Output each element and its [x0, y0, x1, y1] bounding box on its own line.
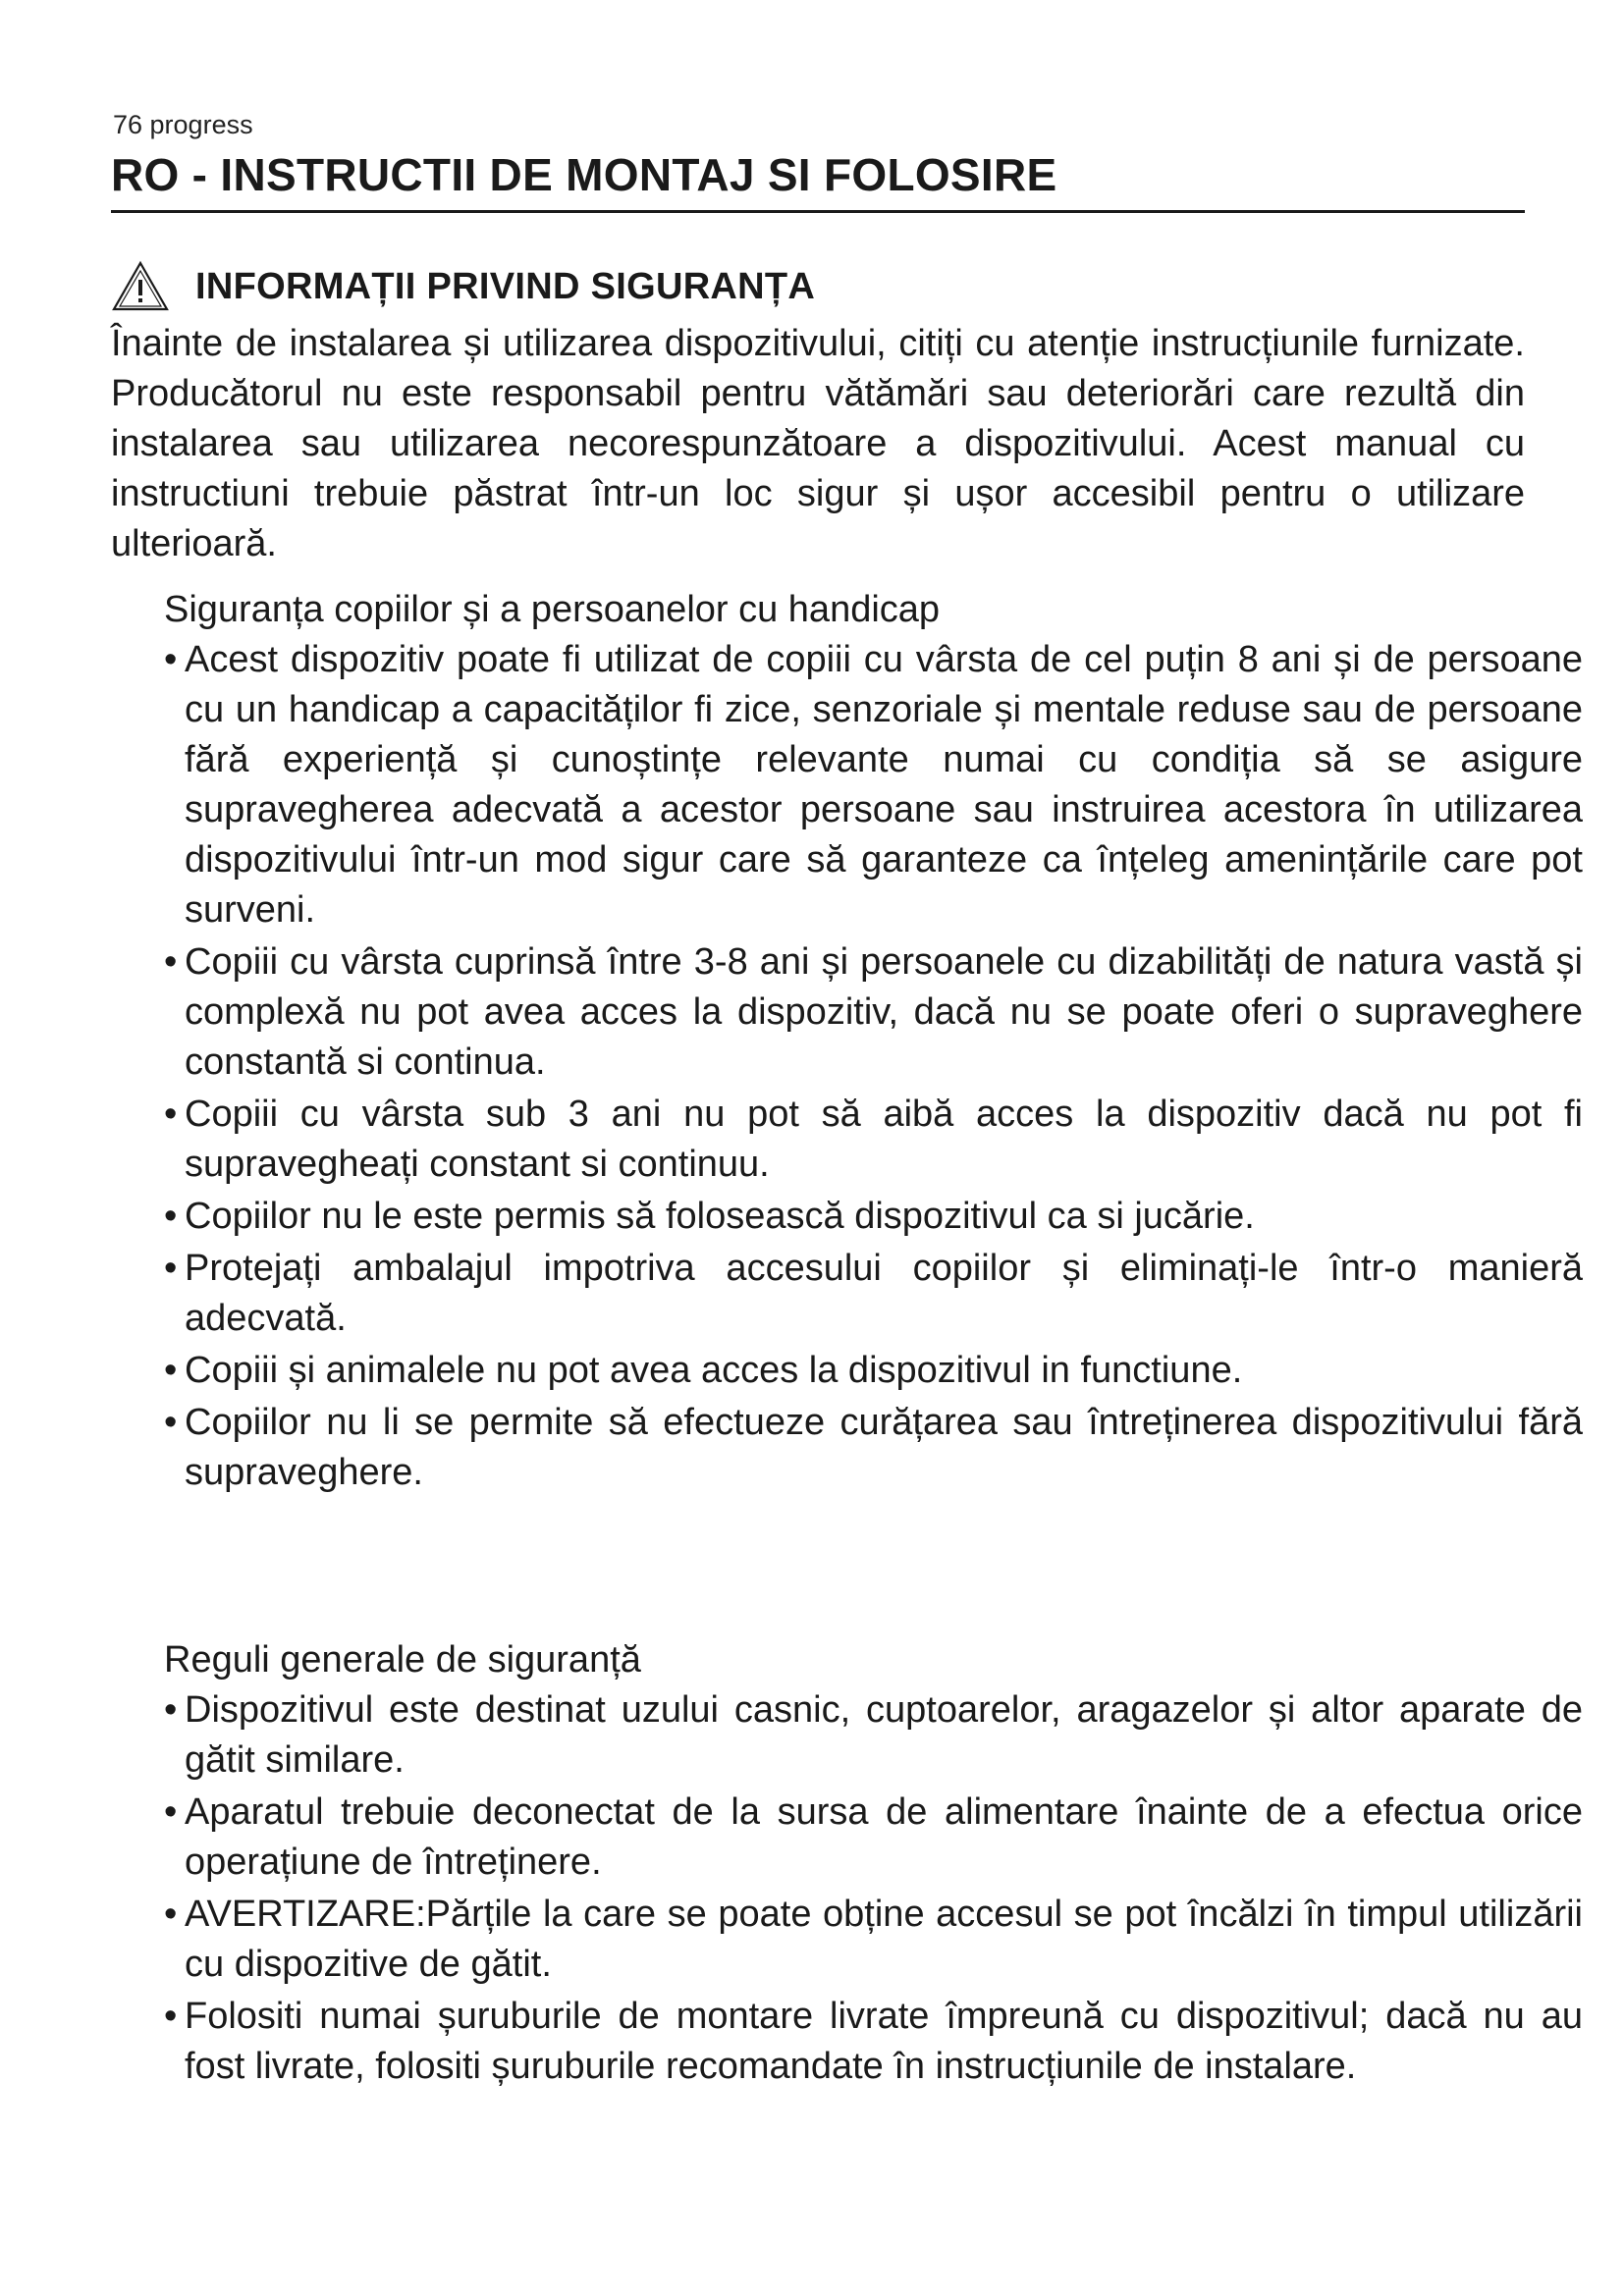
bullet-marker: • — [164, 1094, 178, 1135]
list-item: • Acest dispozitiv poate fi utilizat de copiii cu vârsta de cel puțin 8 ani și de persoane cu un handicap a capacităților fi zice, senzoriale și mentale reduse sau de persoane fără experiență și cunoștințe relevante numai cu condiția să se asigure supravegherea adecvată a acestor persoane sau instruirea acestora în utilizarea dispozitivului într-un mod sigur care să garanteze ca înțeleg amenințările care pot surveni. — [164, 635, 1583, 935]
safety-section-heading — [111, 257, 815, 316]
title-underline-divider — [111, 210, 1525, 213]
list-item: • Aparatul trebuie deconectat de la sursa de alimentare înainte de a efectua orice operațiune de întreținere. — [164, 1788, 1583, 1888]
bullet-marker: • — [164, 1350, 178, 1391]
bullet-marker: • — [164, 639, 178, 680]
bullet-marker: • — [164, 1402, 178, 1443]
bullet-marker: • — [164, 1996, 178, 2037]
bullet-marker: • — [164, 1791, 178, 1833]
children-safety-heading: Siguranța copiilor și a persoanelor cu handicap — [164, 589, 941, 630]
bullet-marker: • — [164, 1196, 178, 1237]
bullet-marker: • — [164, 941, 178, 983]
safety-heading-text: INFORMAȚII PRIVIND SIGURANȚA — [195, 266, 816, 307]
safety-intro-paragraph: Înainte de instalarea și utilizarea dispozitivului, citiți cu atenție instrucțiunile furnizate. Producătorul nu este responsabil pentru vătămări sau deteriorări care rezultă din instalarea sau utilizarea necorespunzătoare a dispozitivului. Acest manual cu instructiuni trebuie păstrat într-un loc sigur și ușor accesibil pentru o utilizare ulterioară. — [111, 323, 1525, 564]
list-item: • Dispozitivul este destinat uzului casnic, cuptoarelor, aragazelor și altor aparate de gătit similare. — [164, 1685, 1583, 1786]
general-safety-list — [164, 1685, 1583, 2094]
list-item: • Copiii cu vârsta cuprinsă între 3-8 ani și persoanele cu dizabilități de natura vastă și complexă nu pot avea acces la dispozitiv, dacă nu se poate oferi o supraveghere constantă si continua. — [164, 937, 1583, 1088]
list-item: • Copiilor nu le este permis să folosească dispozitivul ca si jucărie. — [164, 1192, 1583, 1242]
list-item: • Folositi numai șuruburile de montare livrate împreună cu dispozitivul; dacă nu au fost livrate, folositi șuruburile recomandate în instrucțiunile de instalare. — [164, 1992, 1583, 2092]
bullet-marker: • — [164, 1689, 178, 1731]
children-safety-list — [164, 635, 1583, 1500]
list-item: • Copiii cu vârsta sub 3 ani nu pot să aibă acces la dispozitiv dacă nu pot fi supravegheați constant si continuu. — [164, 1090, 1583, 1190]
list-item: • Copiilor nu li se permite să efectueze curățarea sau întreținerea dispozitivului fără supraveghere. — [164, 1398, 1583, 1498]
page-number-brand: 76 progress — [113, 110, 253, 139]
list-item: • Protejați ambalajul impotriva accesului copiilor și eliminați-le într-o manieră adecvată. — [164, 1244, 1583, 1344]
bullet-marker: • — [164, 1894, 178, 1935]
list-item: • Copiii și animalele nu pot avea acces la dispozitivul in functiune. — [164, 1346, 1583, 1396]
warning-triangle-icon — [111, 260, 170, 313]
general-safety-heading: Reguli generale de siguranță — [164, 1639, 641, 1681]
document-title: RO - INSTRUCTII DE MONTAJ SI FOLOSIRE — [111, 149, 1057, 200]
bullet-marker: • — [164, 1248, 178, 1289]
list-item: • AVERTIZARE:Părțile la care se poate obține accesul se pot încălzi în timpul utilizării cu dispozitive de gătit. — [164, 1890, 1583, 1990]
